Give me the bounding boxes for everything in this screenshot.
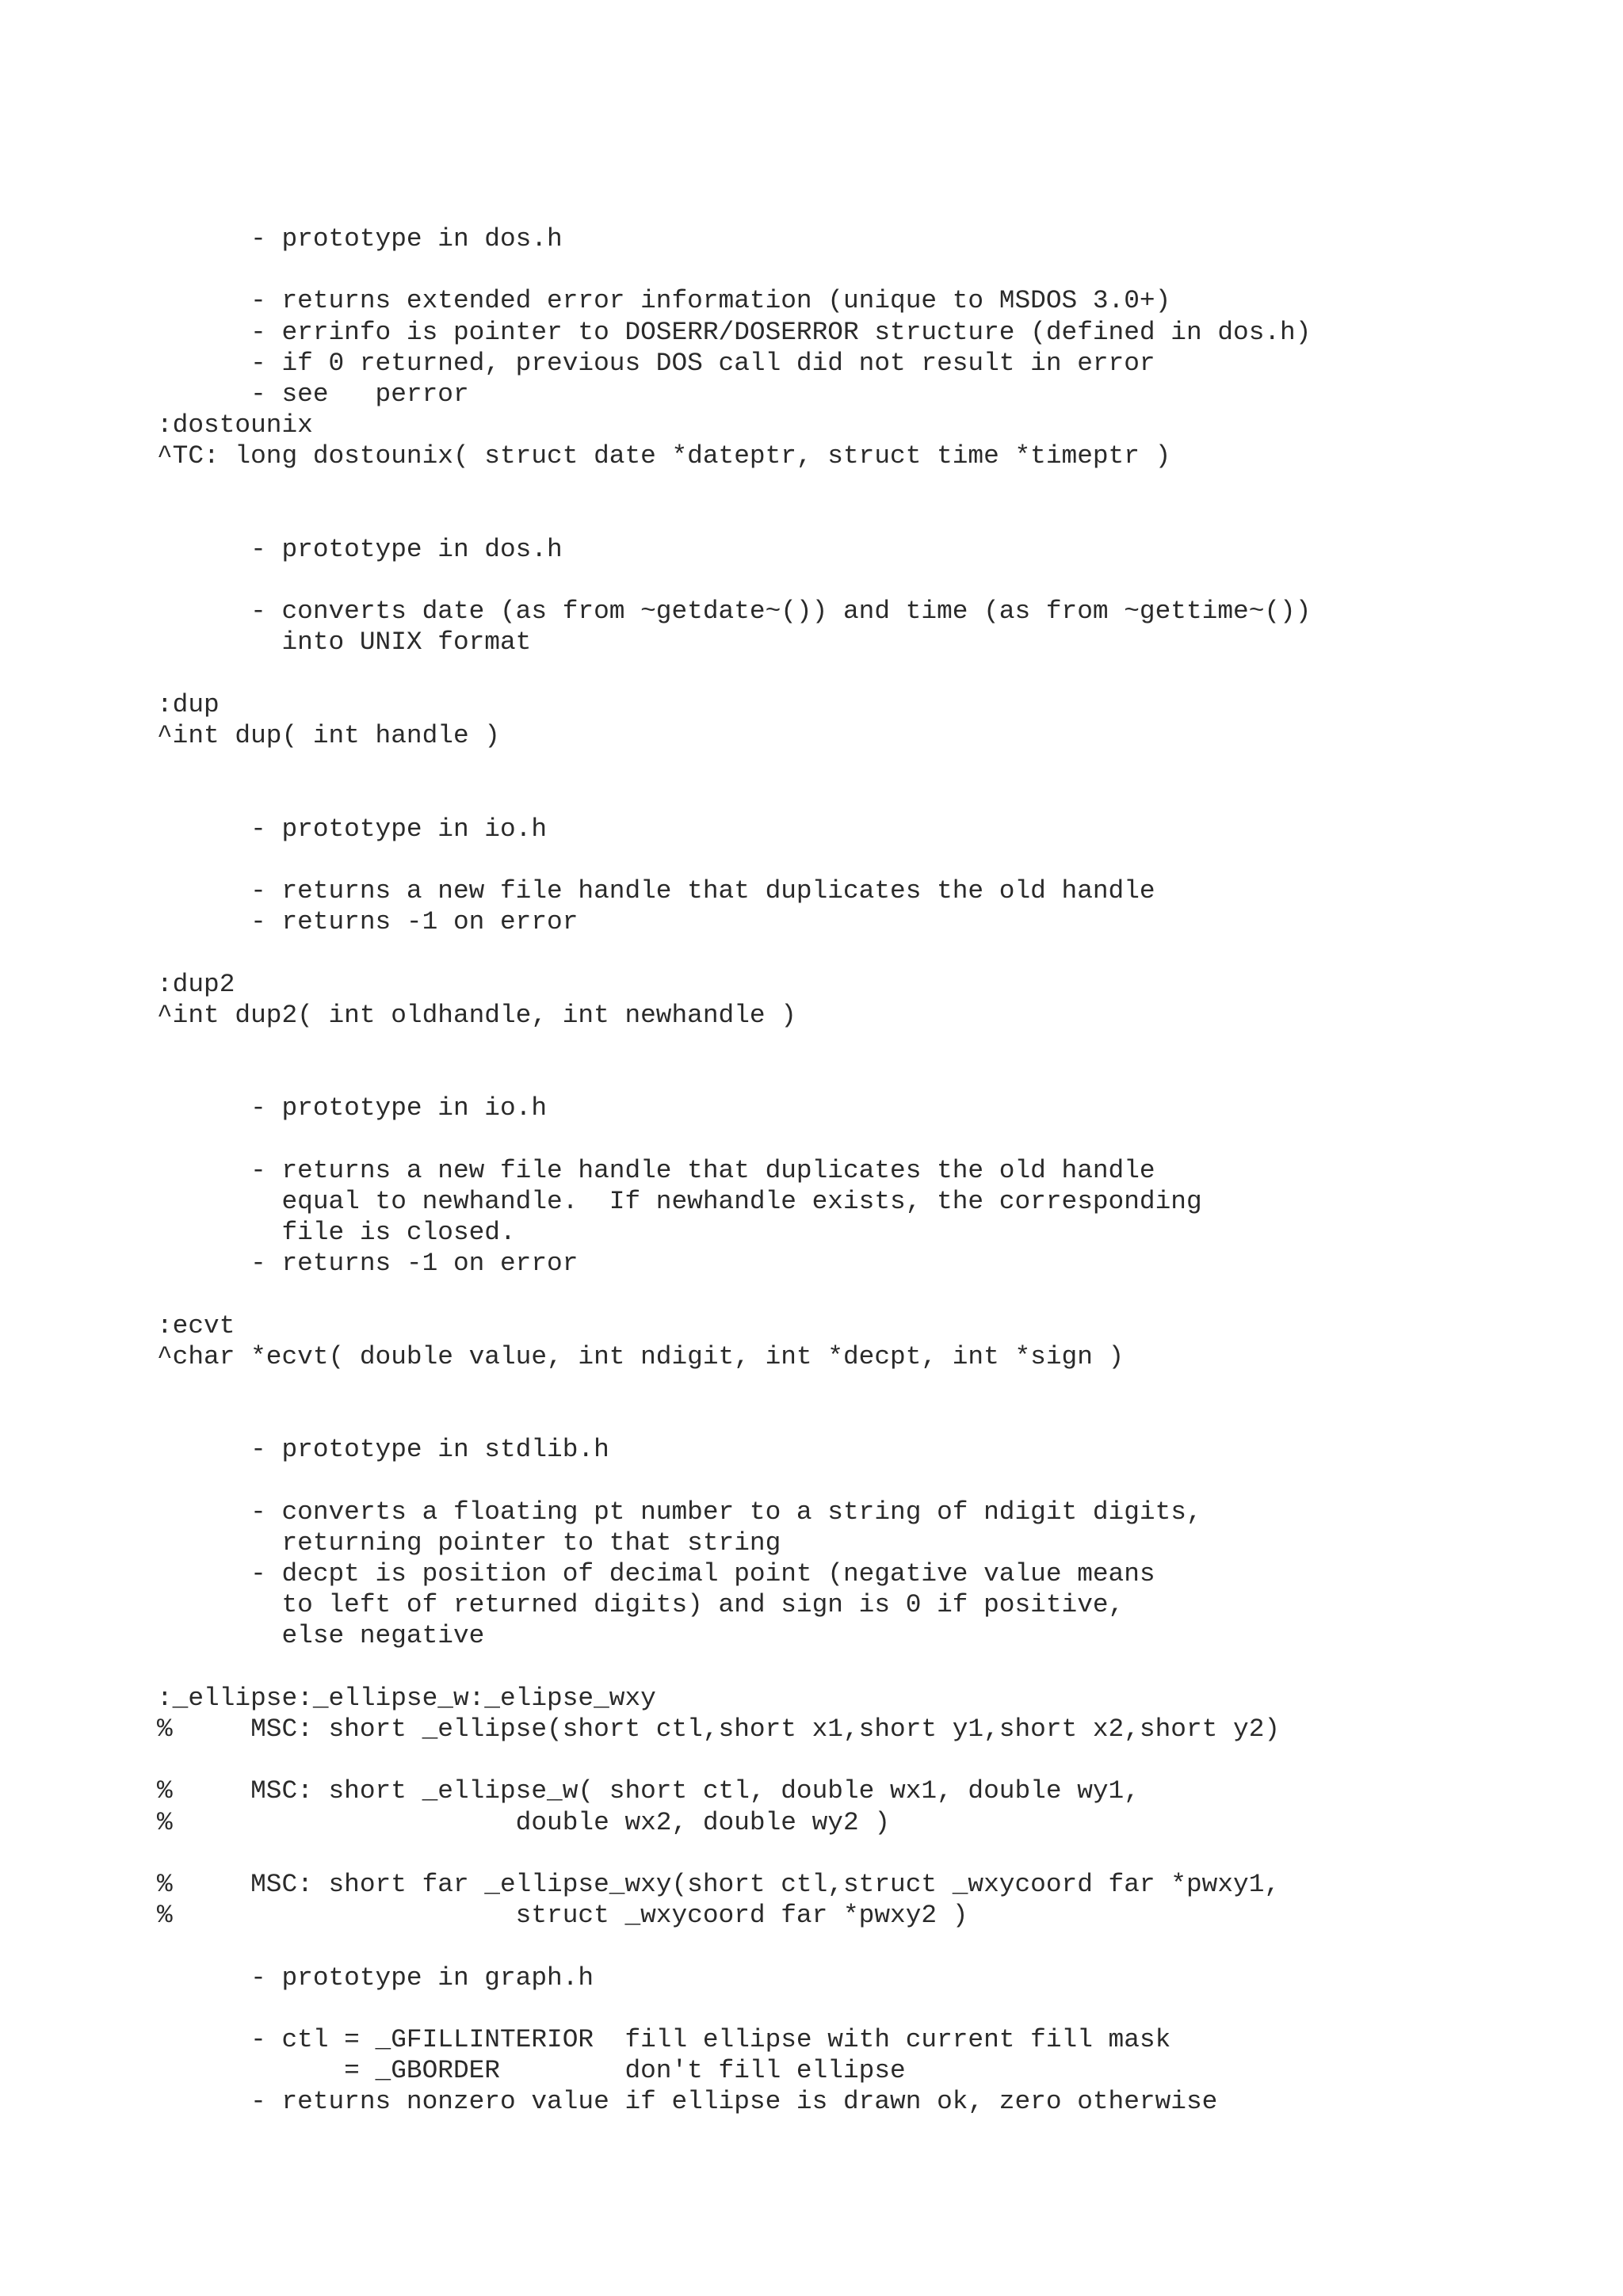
document-text [157,223,1599,2117]
text-line: - decpt is position of decimal point (negative value means [157,1559,1155,1589]
text-line: - errinfo is pointer to DOSERR/DOSERROR structure (defined in dos.h) [157,317,1312,347]
text-line: - prototype in io.h [157,1093,548,1123]
text-line: - prototype in dos.h [157,224,563,254]
text-line: - returns extended error information (unique to MSDOS 3.0+) [157,286,1171,316]
text-line [157,1372,1599,1403]
text-line [157,1062,1599,1093]
text-line: % double wx2, double wy2 ) [157,1807,891,1837]
text-line: % MSC: short far _ellipse_wxy(short ctl,struct _wxycoord far *pwxy1, [157,1869,1281,1899]
text-line [157,254,1599,285]
text-line: - ctl = _GFILLINTERIOR fill ellipse with current fill mask [157,2024,1171,2054]
text-line [157,1745,1599,1775]
text-line: - returns -1 on error [157,1249,579,1279]
text-line: :dup [157,689,220,719]
text-line: % MSC: short _ellipse(short ctl,short x1,short y1,short x2,short y2) [157,1714,1281,1744]
text-line: - prototype in dos.h [157,534,563,564]
text-line: ^char *ecvt( double value, int ndigit, int *decpt, int *sign ) [157,1341,1125,1371]
text-line: - converts a floating pt number to a string of ndigit digits, [157,1497,1202,1527]
text-line [157,782,1599,813]
text-line [157,658,1599,689]
text-line [157,1403,1599,1434]
text-line: ^int dup2( int oldhandle, int newhandle ) [157,1000,796,1030]
text-line: equal to newhandle. If newhandle exists, the corresponding [157,1186,1202,1216]
text-line: :_ellipse:_ellipse_w:_elipse_wxy [157,1683,656,1713]
text-line: % MSC: short _ellipse_w( short ctl, double wx1, double wy1, [157,1776,1140,1806]
text-line: ^int dup( int handle ) [157,721,500,750]
text-line: :dostounix [157,410,313,441]
text-line: % struct _wxycoord far *pwxy2 ) [157,1901,968,1931]
text-line [157,1652,1599,1683]
text-line: into UNIX format [157,627,532,658]
text-line [157,1931,1599,1962]
text-line [157,472,1599,503]
text-line [157,751,1599,782]
text-line [157,1031,1599,1062]
text-line [157,1123,1599,1154]
text-line: to left of returned digits) and sign is 0 if positive, [157,1590,1125,1620]
text-line: - converts date (as from ~getdate~()) and time (as from ~gettime~()) [157,597,1312,627]
text-line: = _GBORDER don't fill ellipse [157,2056,906,2086]
text-line: - prototype in graph.h [157,1962,594,1993]
text-line: returning pointer to that string [157,1527,781,1558]
text-line [157,565,1599,596]
text-line [157,1993,1599,2024]
text-line: - returns nonzero value if ellipse is drawn ok, zero otherwise [157,2087,1218,2117]
text-line: - returns a new file handle that duplicates the old handle [157,1155,1155,1185]
text-line: :ecvt [157,1310,235,1341]
text-line: - prototype in io.h [157,814,548,844]
text-line [157,503,1599,534]
text-line: :dup2 [157,969,235,999]
text-line: file is closed. [157,1218,516,1247]
text-line [157,1279,1599,1310]
text-line [157,845,1599,875]
text-line: - prototype in stdlib.h [157,1435,609,1465]
text-line: else negative [157,1621,485,1651]
text-line: - returns a new file handle that duplicates the old handle [157,875,1155,906]
text-line: ^TC: long dostounix( struct date *dateptr, struct time *timeptr ) [157,441,1171,471]
text-line: - if 0 returned, previous DOS call did not result in error [157,348,1155,378]
text-line: - see perror [157,379,469,409]
text-line [157,937,1599,968]
text-line [157,1838,1599,1869]
text-line [157,1466,1599,1497]
text-line: - returns -1 on error [157,907,579,937]
